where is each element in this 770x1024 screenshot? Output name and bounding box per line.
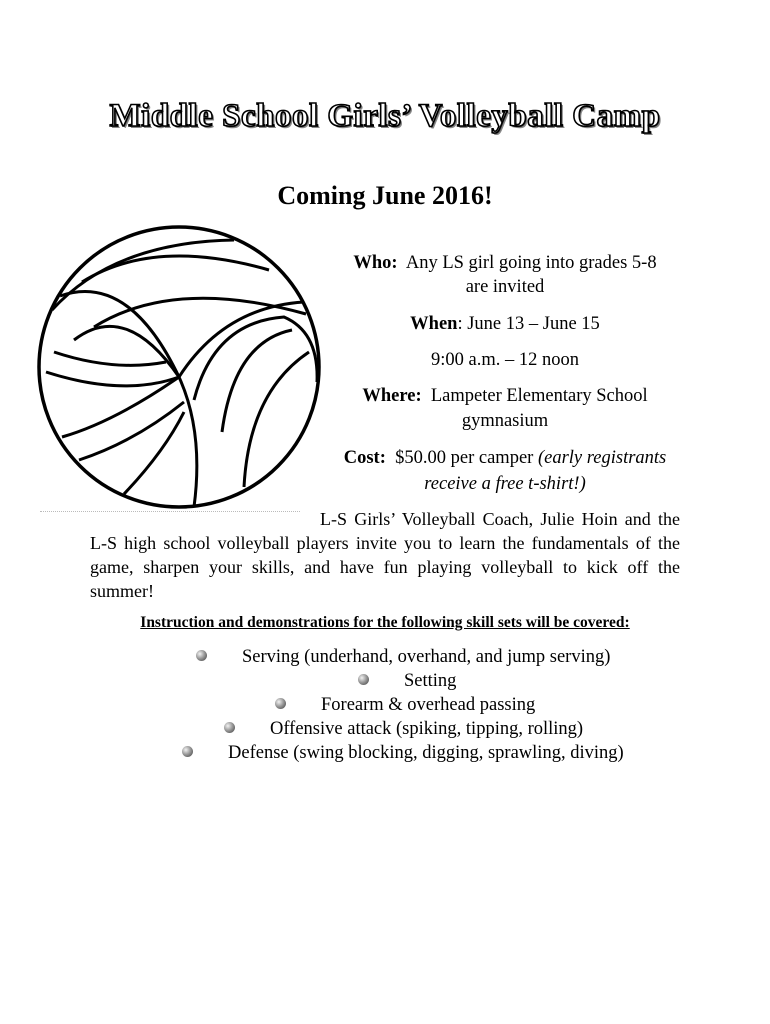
skill-item-serving: Serving (underhand, overhand, and jump serving) bbox=[242, 647, 611, 667]
skill-item-passing: Forearm & overhead passing bbox=[321, 695, 536, 715]
who-label: Who: bbox=[353, 253, 398, 273]
where-line-2: gymnasium bbox=[461, 411, 549, 431]
skill-item-attack: Offensive attack (spiking, tipping, rolling) bbox=[270, 719, 584, 739]
bullet-icon bbox=[275, 698, 286, 709]
cost-text: $50.00 per camper bbox=[395, 448, 534, 468]
time-line: 9:00 a.m. – 12 noon bbox=[431, 350, 579, 370]
bullet-icon bbox=[224, 722, 235, 733]
who-line-2: are invited bbox=[465, 277, 545, 297]
where-label: Where: bbox=[362, 386, 422, 406]
cost-label: Cost: bbox=[343, 448, 386, 468]
bullet-icon bbox=[196, 650, 207, 661]
bullet-icon bbox=[182, 746, 193, 757]
bullet-icon bbox=[358, 674, 369, 685]
where-text: Lampeter Elementary School bbox=[430, 386, 648, 406]
cost-line-2 bbox=[320, 472, 690, 496]
cost-note: (early registrants bbox=[537, 448, 667, 468]
when-line bbox=[320, 312, 690, 336]
when-text: : June 13 – June 15 bbox=[457, 314, 600, 334]
skill-item-setting: Setting bbox=[404, 671, 457, 691]
skill-item-defense: Defense (swing blocking, digging, sprawling, diving) bbox=[228, 743, 624, 763]
who-text: Any LS girl going into grades 5-8 bbox=[405, 253, 657, 273]
where-line bbox=[320, 384, 690, 408]
when-label: When bbox=[410, 314, 458, 334]
cost-line bbox=[320, 446, 690, 470]
invitation-paragraph: L-S Girls’ Volleyball Coach, Julie Hoin and the L-S high school volleyball players invite you to learn the fundamentals of the game, sharpen your skills, and have fun playing volleyball to kick off the summer! bbox=[90, 509, 680, 601]
volleyball-icon bbox=[34, 222, 324, 512]
skills-heading: Instruction and demonstrations for the following skill sets will be covered: bbox=[140, 614, 630, 631]
cost-note-2: receive a free t-shirt!) bbox=[424, 474, 586, 494]
who-line bbox=[320, 251, 690, 275]
page-subtitle: Coming June 2016! bbox=[277, 181, 493, 210]
page-title: Middle School Girls’ Volleyball Camp bbox=[109, 98, 661, 134]
